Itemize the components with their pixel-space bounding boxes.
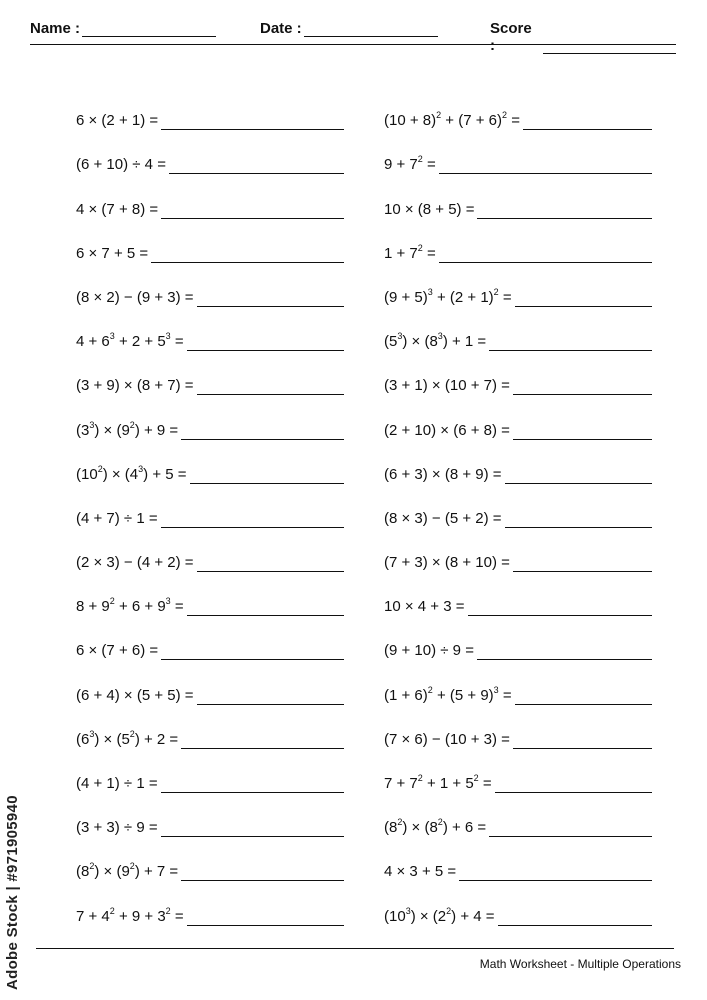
problem-row: [76, 130, 344, 174]
problem-expression: $7 + 4^2 + 9 + 3^2$ =: [76, 905, 184, 925]
answer-blank[interactable]: [161, 513, 344, 528]
problem-expression: (6 + 3) × (8 + 9) =: [384, 465, 502, 483]
problem-expression: (7 + 3) × (8 + 10) =: [384, 554, 510, 572]
answer-blank[interactable]: [505, 469, 652, 484]
problem-row: [384, 395, 652, 439]
problem-row: [76, 705, 344, 749]
answer-blank[interactable]: [495, 778, 652, 793]
date-label: Date :: [260, 20, 302, 37]
answer-blank[interactable]: [505, 513, 652, 528]
problem-expression: (6 + 4) × (5 + 5) =: [76, 686, 194, 704]
problem-row: [384, 793, 652, 837]
answer-blank[interactable]: [161, 115, 344, 130]
problem-row: [384, 263, 652, 307]
problem-row: [76, 749, 344, 793]
problem-expression: $(6^3) \times (5^2) + 2$ =: [76, 728, 179, 748]
problem-expression: 6 × (7 + 6) =: [76, 642, 159, 660]
problem-expression: (3 + 9) × (8 + 7) =: [76, 377, 194, 395]
answer-blank[interactable]: [489, 336, 652, 351]
score-label: Score :: [490, 20, 532, 54]
problem-row: [76, 660, 344, 704]
answer-blank[interactable]: [181, 734, 344, 749]
problem-expression: 6 × 7 + 5 =: [76, 244, 149, 262]
problem-row: [384, 130, 652, 174]
problem-expression: $7 + 7^2 + 1 + 5^2$ =: [384, 773, 492, 792]
problem-row: [384, 174, 652, 218]
problem-expression: 4 × (7 + 8) =: [76, 200, 159, 218]
answer-blank[interactable]: [468, 601, 653, 616]
problem-expression: (9 + 10) ÷ 9 =: [384, 642, 474, 660]
problem-expression: 4 × 3 + 5 =: [384, 863, 457, 881]
problem-expression: $(9 + 5)^3 + (2 + 1)^2$ =: [384, 286, 512, 306]
problem-row: [76, 174, 344, 218]
answer-blank[interactable]: [515, 690, 652, 705]
problem-expression: (3 + 3) ÷ 9 =: [76, 819, 158, 837]
problem-row: [384, 881, 652, 925]
problem-row: [384, 440, 652, 484]
problems-right-column: [384, 86, 652, 926]
problem-row: [76, 572, 344, 616]
answer-blank[interactable]: [190, 469, 344, 484]
problem-expression: 6 × (2 + 1) =: [76, 112, 159, 130]
problem-row: [76, 351, 344, 395]
problem-row: [76, 263, 344, 307]
worksheet-header: [30, 20, 676, 54]
answer-blank[interactable]: [515, 292, 652, 307]
problem-row: [384, 528, 652, 572]
problem-expression: $4 + 6^3 + 2 + 5^3$ =: [76, 331, 184, 351]
problem-expression: $(10 + 8)^2 + (7 + 6)^2$ =: [384, 110, 520, 130]
problem-row: [76, 307, 344, 351]
problem-expression: (8 × 2) − (9 + 3) =: [76, 288, 194, 306]
name-blank[interactable]: [82, 21, 216, 37]
problem-expression: (4 + 7) ÷ 1 =: [76, 509, 158, 527]
answer-blank[interactable]: [187, 336, 344, 351]
answer-blank[interactable]: [181, 866, 344, 881]
header-divider: [30, 44, 676, 45]
footer-divider: [36, 948, 674, 949]
problem-expression: (6 + 10) ÷ 4 =: [76, 156, 166, 174]
problem-expression: $9 + 7^2$ =: [384, 154, 436, 174]
problem-expression: $(10^2) \times (4^3) + 5$ =: [76, 463, 187, 483]
footer-title: Math Worksheet - Multiple Operations: [479, 957, 681, 971]
answer-blank[interactable]: [197, 292, 344, 307]
problem-row: [384, 351, 652, 395]
problem-expression: 10 × 4 + 3 =: [384, 598, 465, 616]
problem-row: [76, 528, 344, 572]
name-label: Name :: [30, 20, 81, 37]
answer-blank[interactable]: [187, 911, 344, 926]
problem-row: [384, 484, 652, 528]
answer-blank[interactable]: [161, 204, 344, 219]
answer-blank[interactable]: [513, 425, 652, 440]
problem-expression: 10 × (8 + 5) =: [384, 200, 475, 218]
problem-expression: (8 × 3) − (5 + 2) =: [384, 509, 502, 527]
problem-row: [384, 307, 652, 351]
problem-expression: $(1 + 6)^2 + (5 + 9)^3$ =: [384, 684, 512, 704]
answer-blank[interactable]: [477, 645, 652, 660]
problem-row: [384, 705, 652, 749]
problem-row: [76, 881, 344, 925]
score-blank[interactable]: [543, 38, 676, 54]
problem-expression: (2 + 10) × (6 + 8) =: [384, 421, 510, 439]
answer-blank[interactable]: [197, 690, 344, 705]
problem-row: [76, 86, 344, 130]
problem-row: [76, 395, 344, 439]
answer-blank[interactable]: [439, 248, 652, 263]
problems-left-column: [76, 86, 344, 926]
answer-blank[interactable]: [489, 822, 652, 837]
problem-row: [384, 572, 652, 616]
side-watermark: Adobe Stock | #971905940: [4, 795, 21, 990]
answer-blank[interactable]: [513, 734, 652, 749]
answer-blank[interactable]: [498, 911, 652, 926]
answer-blank[interactable]: [161, 645, 344, 660]
date-blank[interactable]: [304, 21, 438, 37]
problem-row: [76, 484, 344, 528]
problem-expression: $(10^3) \times (2^2) + 4$ =: [384, 905, 495, 925]
problem-expression: (2 × 3) − (4 + 2) =: [76, 554, 194, 572]
answer-blank[interactable]: [513, 557, 652, 572]
answer-blank[interactable]: [197, 557, 344, 572]
score-field: [490, 20, 676, 54]
answer-blank[interactable]: [513, 380, 652, 395]
answer-blank[interactable]: [523, 115, 652, 130]
problem-expression: $8 + 9^2 + 6 + 9^3$ =: [76, 596, 184, 616]
problem-row: [76, 616, 344, 660]
problem-row: [384, 749, 652, 793]
answer-blank[interactable]: [477, 204, 652, 219]
answer-blank[interactable]: [197, 380, 344, 395]
problem-row: [76, 793, 344, 837]
answer-blank[interactable]: [187, 601, 344, 616]
answer-blank[interactable]: [439, 159, 652, 174]
problem-expression: $(3^3) \times (9^2) + 9$ =: [76, 419, 179, 439]
problem-expression: $(5^3) \times (8^3) + 1$ =: [384, 331, 487, 351]
problem-row: [384, 219, 652, 263]
problem-expression: (3 + 1) × (10 + 7) =: [384, 377, 510, 395]
answer-blank[interactable]: [169, 159, 344, 174]
problem-row: [384, 86, 652, 130]
answer-blank[interactable]: [459, 866, 652, 881]
answer-blank[interactable]: [161, 778, 344, 793]
problem-row: [384, 837, 652, 881]
problem-row: [76, 837, 344, 881]
problem-expression: $(8^2) \times (9^2) + 7$ =: [76, 861, 179, 881]
problem-row: [76, 219, 344, 263]
answer-blank[interactable]: [161, 822, 344, 837]
problem-expression: $1 + 7^2$ =: [384, 242, 436, 262]
problem-row: [384, 616, 652, 660]
problem-row: [76, 440, 344, 484]
date-field: [260, 20, 438, 37]
problem-expression: $(8^2) \times (8^2) + 6$ =: [384, 817, 487, 837]
answer-blank[interactable]: [181, 425, 344, 440]
problem-expression: (7 × 6) − (10 + 3) =: [384, 730, 510, 748]
name-field: [30, 20, 216, 37]
problem-expression: (4 + 1) ÷ 1 =: [76, 775, 158, 792]
problem-row: [384, 660, 652, 704]
answer-blank[interactable]: [151, 248, 344, 263]
